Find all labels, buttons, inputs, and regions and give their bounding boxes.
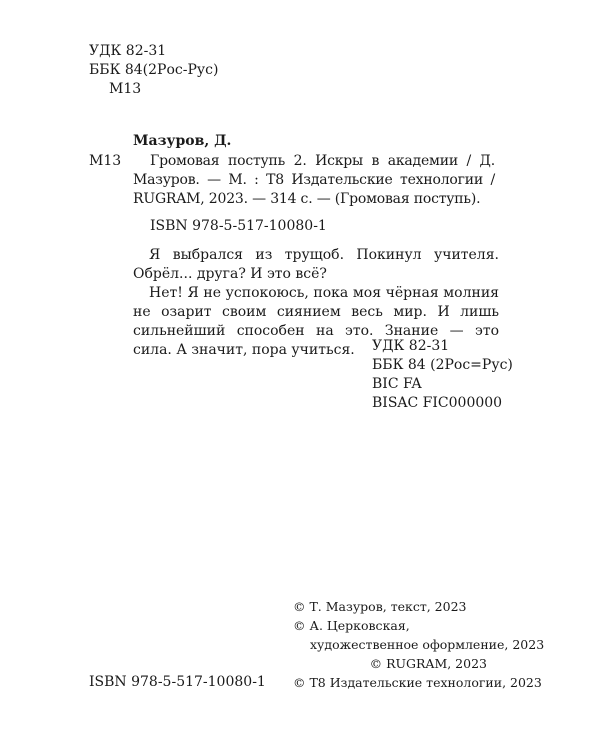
author-sign-top: М13 (109, 81, 142, 97)
copyright-publisher: © Т8 Издательские технологии, 2023 (293, 675, 542, 690)
copyright-rugram: © RUGRAM, 2023 (369, 656, 487, 671)
author-sign-entry: М13 (89, 153, 122, 169)
author-heading: Мазуров, Д. (133, 133, 232, 149)
annotation-paragraph: Я выбрался из трущоб. Покинул учителя. Обрёл... друга? И это всё? (133, 247, 499, 282)
bbk-code: ББК 84 (2Рос=Рус) (372, 357, 513, 373)
copyright-design: © А. Церковская, (293, 618, 410, 633)
copyright-text: © Т. Мазуров, текст, 2023 (293, 599, 467, 614)
bisac-code: BISAC FIC000000 (372, 395, 503, 411)
bbk-code-top: ББК 84(2Рос-Рус) (89, 62, 219, 78)
udk-code-top: УДК 82-31 (89, 43, 167, 59)
annotation-paragraph: Нет! Я не успокоюсь, пока моя чёрная молния не озарит своим сиянием весь мир. И лишь сильнейший способен на это. Знание — это сила. А значит, пора учиться. (133, 285, 499, 358)
copyright-design-detail: художественное оформление, 2023 (310, 637, 545, 652)
bic-code: BIC FA (372, 376, 422, 392)
isbn-bottom: ISBN 978-5-517-10080-1 (89, 674, 266, 690)
udk-code: УДК 82-31 (372, 338, 450, 354)
bibliographic-description: Громовая поступь 2. Искры в академии / Д. Мазуров. — М. : Т8 Издательские технологии / RUGRAM, 2023. — 314 с. — (Громовая поступь). (133, 153, 495, 207)
isbn-entry: ISBN 978-5-517-10080-1 (150, 218, 327, 234)
